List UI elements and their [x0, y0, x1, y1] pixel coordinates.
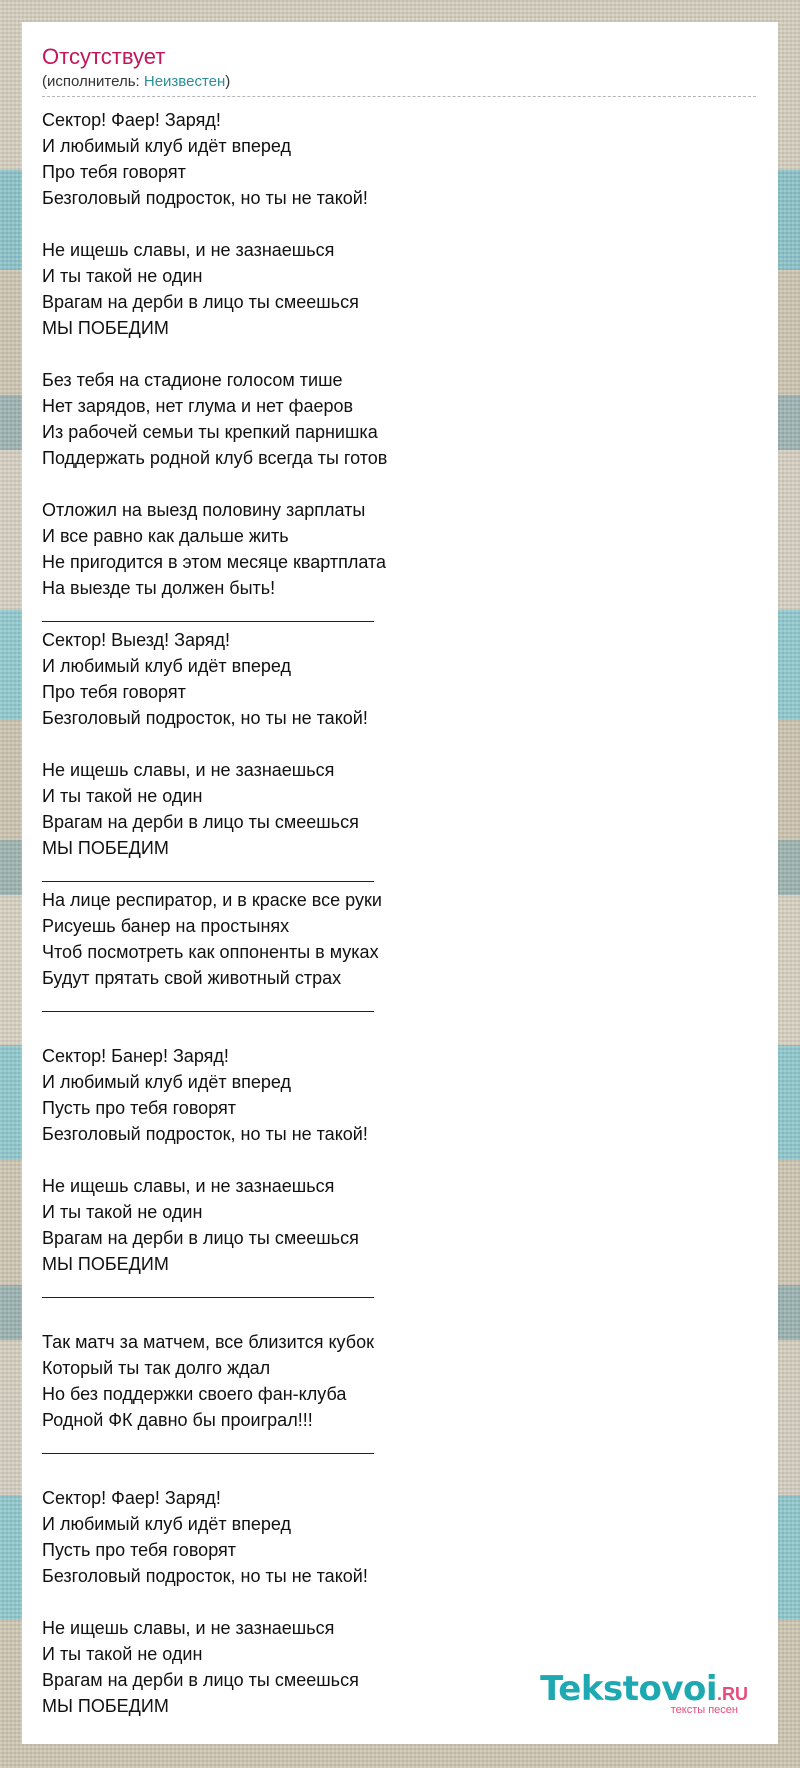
artist-suffix: ): [225, 73, 231, 90]
lyric-line: Безголовый подросток, но ты не такой!: [42, 708, 368, 728]
lyric-line: Будут прятать свой животный страх: [42, 968, 342, 988]
lyric-line: И любимый клуб идёт вперед: [42, 136, 292, 156]
lyric-line: Отложил на выезд половину зарплаты: [42, 500, 366, 520]
lyric-line: Безголовый подросток, но ты не такой!: [42, 188, 368, 208]
lyric-line: Не ищешь славы, и не зазнаешься: [42, 1618, 335, 1638]
lyric-line: Из рабочей семьи ты крепкий парнишка: [42, 422, 378, 442]
lyric-line: Не ищешь славы, и не зазнаешься: [42, 760, 335, 780]
lyric-line: Не ищешь славы, и не зазнаешься: [42, 240, 335, 260]
lyric-line: И любимый клуб идёт вперед: [42, 1072, 292, 1092]
blank-line: [42, 471, 758, 497]
lyric-line: Врагам на дерби в лицо ты смеешься: [42, 292, 359, 312]
lyric-line: Безголовый подросток, но ты не такой!: [42, 1124, 368, 1144]
lyric-line: И ты такой не один: [42, 1202, 203, 1222]
blank-line: [42, 1459, 758, 1485]
blank-line: [42, 341, 758, 367]
lyric-line: Сектор! Выезд! Заряд!: [42, 630, 231, 650]
lyric-line: И любимый клуб идёт вперед: [42, 656, 292, 676]
lyric-line: Сектор! Фаер! Заряд!: [42, 110, 221, 130]
lyric-line: На лице респиратор, и в краске все руки: [42, 890, 382, 910]
lyric-line: Рисуешь банер на простынях: [42, 916, 290, 936]
lyric-line: Врагам на дерби в лицо ты смеешься: [42, 812, 359, 832]
lyric-line: МЫ ПОБЕДИМ: [42, 838, 169, 858]
blank-line: [42, 1017, 758, 1043]
lyric-line: Но без поддержки своего фан-клуба: [42, 1384, 347, 1404]
verse-separator: [42, 861, 758, 887]
blank-line: [42, 211, 758, 237]
blank-line: [42, 1147, 758, 1173]
song-title: Отсутствует: [42, 44, 166, 69]
verse-separator: [42, 1433, 758, 1459]
lyric-line: Про тебя говорят: [42, 682, 186, 702]
lyric-line: И ты такой не один: [42, 266, 203, 286]
lyric-line: МЫ ПОБЕДИМ: [42, 1254, 169, 1274]
artist-prefix: (исполнитель:: [42, 73, 144, 90]
lyric-line: Пусть про тебя говорят: [42, 1098, 236, 1118]
lyric-line: Пусть про тебя говорят: [42, 1540, 236, 1560]
lyric-line: Поддержать родной клуб всегда ты готов: [42, 448, 388, 468]
lyric-line: И ты такой не один: [42, 1644, 203, 1664]
lyric-line: Нет зарядов, нет глума и нет фаеров: [42, 396, 354, 416]
verse-separator: [42, 601, 758, 627]
lyric-line: И ты такой не один: [42, 786, 203, 806]
lyric-line: И все равно как дальше жить: [42, 526, 289, 546]
lyric-line: МЫ ПОБЕДИМ: [42, 1696, 169, 1716]
blank-line: [42, 1303, 758, 1329]
verse-separator: [42, 1277, 758, 1303]
lyric-line: Так матч за матчем, все близится кубок: [42, 1332, 374, 1352]
logo-tld: .RU: [717, 1684, 748, 1704]
lyric-line: Врагам на дерби в лицо ты смеешься: [42, 1228, 359, 1248]
artist-link[interactable]: Неизвестен: [143, 73, 226, 90]
logo-tagline: тексты песен: [670, 1704, 738, 1716]
verse-separator: [42, 991, 758, 1017]
lyric-line: МЫ ПОБЕДИМ: [42, 318, 169, 338]
lyric-line: Сектор! Банер! Заряд!: [42, 1046, 229, 1066]
lyric-line: На выезде ты должен быть!: [42, 578, 276, 598]
lyrics-body: [42, 107, 758, 1719]
lyric-line: Родной ФК давно бы проиграл!!!: [42, 1410, 313, 1430]
lyric-line: Про тебя говорят: [42, 162, 186, 182]
lyric-line: И любимый клуб идёт вперед: [42, 1514, 292, 1534]
lyric-line: Врагам на дерби в лицо ты смеешься: [42, 1670, 359, 1690]
lyric-line: Сектор! Фаер! Заряд!: [42, 1488, 221, 1508]
lyric-line: Чтоб посмотреть как оппоненты в муках: [42, 942, 379, 962]
lyrics-card: [22, 22, 778, 1744]
lyric-line: Безголовый подросток, но ты не такой!: [42, 1566, 368, 1586]
lyric-line: Который ты так долго ждал: [42, 1358, 271, 1378]
lyric-line: Не пригодится в этом месяце квартплата: [42, 552, 387, 572]
lyric-line: Не ищешь славы, и не зазнаешься: [42, 1176, 335, 1196]
artist-line: [42, 72, 756, 97]
blank-line: [42, 731, 758, 757]
lyric-line: Без тебя на стадионе голосом тише: [42, 370, 343, 390]
blank-line: [42, 1589, 758, 1615]
site-logo[interactable]: [540, 1671, 748, 1716]
logo-wordmark: Tekstovoi: [540, 1669, 717, 1709]
